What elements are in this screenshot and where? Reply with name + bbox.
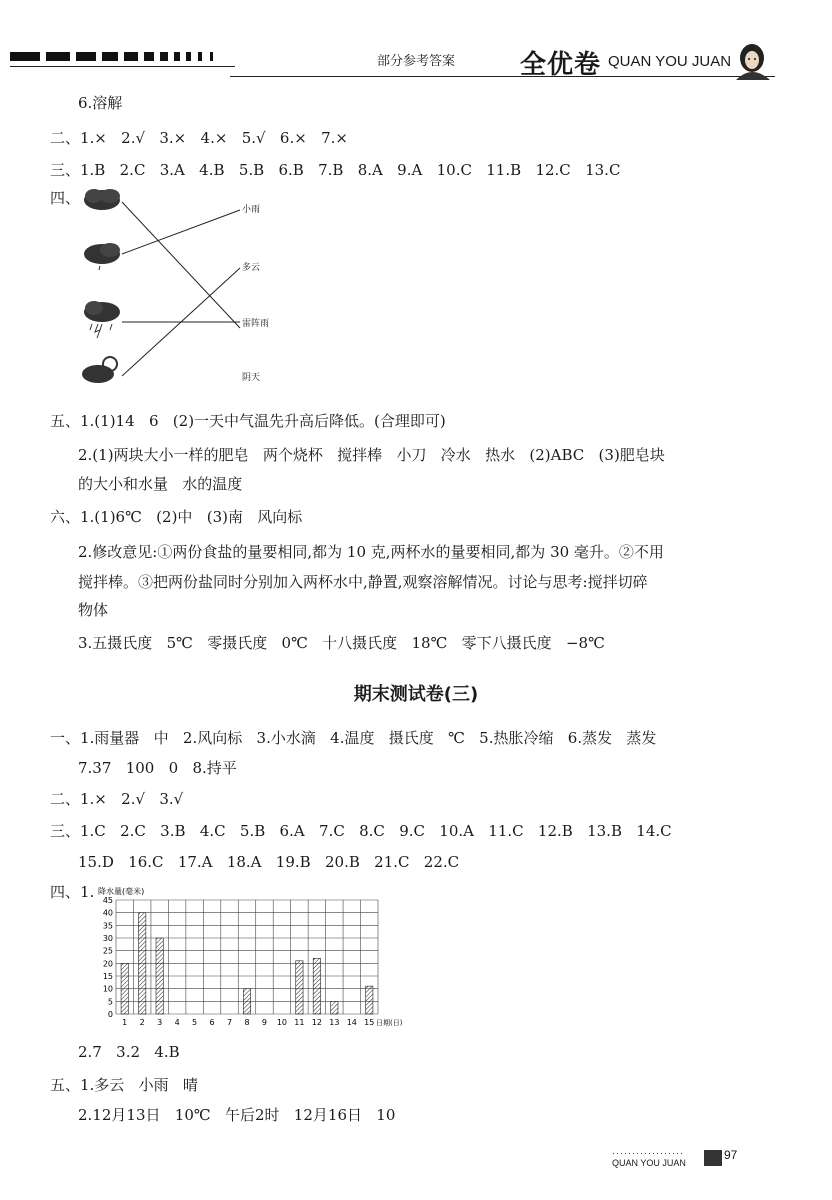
partly-cloudy-icon (82, 357, 117, 383)
answer-line: 一、1.雨量器 中 2.风向标 3.小水滴 4.温度 摄氏度 ℃ 5.热胀冷缩 6.蒸发 蒸发 (50, 729, 657, 747)
y-tick-label: 10 (102, 984, 113, 994)
y-tick-label: 20 (102, 959, 113, 969)
label-cloudy: 多云 (242, 263, 261, 273)
y-tick-label: 35 (102, 921, 113, 931)
answer-line: 的大小和水量 水的温度 (78, 475, 243, 493)
answer-line: 搅拌棒。③把两份盐同时分别加入两杯水中,静置,观察溶解情况。讨论与思考:搅拌切碎 (78, 573, 648, 591)
x-tick-label: 1 (122, 1018, 128, 1027)
bar (313, 958, 320, 1014)
y-tick-label: 15 (102, 972, 113, 981)
label-overcast: 阴天 (242, 373, 261, 383)
answer-line: 2.12月13日 10℃ 午后2时 12月16日 10 (78, 1106, 396, 1124)
answer-line: 三、1.C 2.C 3.B 4.C 5.B 6.A 7.C 8.C 9.C 10.A 11.C 12.B 13.B 14.C (50, 822, 672, 840)
answer-line: 3.五摄氏度 5℃ 零摄氏度 0℃ 十八摄氏度 18℃ 零下八摄氏度 −8℃ (78, 634, 605, 652)
x-tick-label: 9 (261, 1018, 268, 1027)
header-rule (230, 76, 775, 77)
y-tick-label: 25 (102, 946, 113, 956)
y-axis-label: 降水量(毫米) (98, 887, 145, 896)
x-tick-label: 2 (139, 1018, 145, 1027)
precipitation-bar-chart (90, 882, 410, 1032)
x-tick-label: 7 (226, 1018, 233, 1027)
x-axis-label: 日期(日) (376, 1019, 403, 1027)
footer-brand: QUAN YOU JUAN (612, 1158, 686, 1168)
answer-line: 三、1.B 2.C 3.A 4.B 5.B 6.B 7.B 8.A 9.A 10.C 11.B 12.C 13.C (50, 161, 621, 179)
answer-line: 四、 (50, 189, 81, 207)
bar (139, 913, 146, 1014)
bar (243, 989, 250, 1014)
x-tick-label: 12 (311, 1018, 322, 1027)
brand-subtitle: QUAN YOU JUAN (608, 53, 732, 70)
answer-line: 2.修改意见:①两份食盐的量要相同,都为 10 克,两杯水的量要相同,都为 30 毫升。②不用 (78, 543, 664, 561)
page-number: 97 (724, 1148, 738, 1162)
answer-line: 五、1.多云 小雨 晴 (50, 1076, 198, 1094)
x-tick-label: 6 (209, 1018, 215, 1027)
y-tick-label: 40 (102, 908, 113, 918)
bar (366, 986, 373, 1014)
label-light-rain: 小雨 (242, 205, 261, 215)
light-rain-cloud-icon (84, 243, 120, 270)
x-tick-label: 13 (329, 1018, 340, 1027)
thunderstorm-cloud-icon (84, 301, 120, 338)
x-tick-label: 5 (192, 1018, 198, 1027)
answer-line: 2.7 3.2 4.B (78, 1043, 180, 1061)
x-tick-label: 14 (346, 1018, 357, 1027)
answer-line: 二、1.× 2.√ 3.× 4.× 5.√ 6.× 7.× (50, 129, 348, 147)
y-tick-label: 0 (107, 1010, 113, 1019)
answer-line: 2.(1)两块大小一样的肥皂 两个烧杯 搅拌棒 小刀 冷水 热水 (2)ABC (3)肥皂块 (78, 446, 665, 464)
x-tick-label: 3 (157, 1018, 163, 1027)
answer-line: 15.D 16.C 17.A 18.A 19.B 20.B 21.C 22.C (78, 853, 460, 871)
bar (331, 1001, 338, 1014)
y-tick-label: 30 (102, 934, 113, 943)
answer-line: 六、1.(1)6℃ (2)中 (3)南 风向标 (50, 508, 303, 526)
overcast-cloud-icon (84, 189, 120, 210)
label-thunderstorm: 雷阵雨 (242, 319, 270, 329)
matching-lines (80, 188, 310, 398)
section-title: 期末测试卷(三) (353, 684, 479, 705)
header-title: 部分参考答案 (376, 54, 455, 69)
footer-dots: ·················· (612, 1148, 684, 1158)
bar (296, 961, 303, 1014)
page-marker (704, 1150, 722, 1166)
x-tick-label: 15 (364, 1018, 375, 1027)
answer-line: 物体 (78, 601, 109, 619)
x-tick-label: 8 (244, 1018, 250, 1027)
answer-line: 四、1. (50, 883, 95, 901)
bar (156, 938, 163, 1014)
brand-title: 全优卷 (520, 50, 602, 80)
y-tick-label: 5 (107, 997, 113, 1007)
mascot-icon (730, 40, 775, 80)
x-tick-label: 4 (174, 1018, 180, 1027)
weather-matching-diagram (80, 188, 310, 398)
answer-line: 6.溶解 (78, 94, 123, 112)
x-tick-label: 11 (294, 1018, 305, 1027)
bar (121, 963, 128, 1014)
y-tick-label: 45 (102, 896, 113, 905)
answer-line: 二、1.× 2.√ 3.√ (50, 790, 184, 808)
answer-line: 7.37 100 0 8.持平 (78, 759, 237, 777)
x-tick-label: 10 (276, 1018, 288, 1027)
answer-line: 五、1.(1)14 6 (2)一天中气温先升高后降低。(合理即可) (50, 412, 446, 430)
